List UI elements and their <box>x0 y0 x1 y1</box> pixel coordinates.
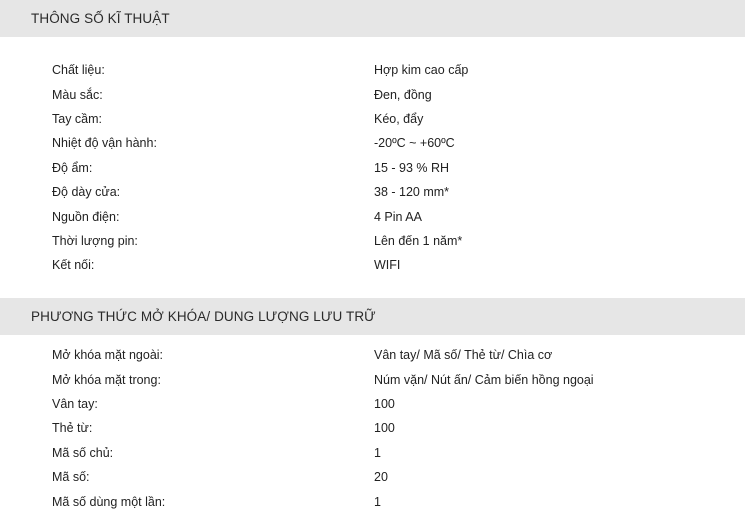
unlock-list <box>52 343 712 514</box>
spec-value: Vân tay/ Mã số/ Thẻ từ/ Chìa cơ <box>374 348 553 363</box>
spec-row-cards <box>52 416 712 440</box>
spec-value: 1 <box>374 494 381 509</box>
spec-value: Lên đến 1 năm* <box>374 233 463 248</box>
spec-row-codes <box>52 465 712 489</box>
spec-value: 38 - 120 mm* <box>374 185 450 200</box>
spec-label: Chất liệu: <box>52 63 105 78</box>
spec-label: Nguồn điện: <box>52 209 120 224</box>
section-title-unlock-methods: PHƯƠNG THỨC MỞ KHÓA/ DUNG LƯỢNG LƯU TRỮ <box>0 298 745 335</box>
spec-value: 4 Pin AA <box>374 209 422 224</box>
spec-value: Hợp kim cao cấp <box>374 63 469 78</box>
spec-row-door-thickness <box>52 180 712 204</box>
spec-row-power-source <box>52 204 712 228</box>
spec-label: Thời lượng pin: <box>52 233 138 248</box>
spec-row-outside-unlock <box>52 343 712 367</box>
spec-row-handle <box>52 107 712 131</box>
spec-row-operating-temperature <box>52 131 712 155</box>
spec-label: Mã số: <box>52 470 90 485</box>
spec-row-color <box>52 82 712 106</box>
spec-row-connectivity <box>52 253 712 277</box>
spec-label: Tay cầm: <box>52 111 103 126</box>
section-title-specs: THÔNG SỐ KĨ THUẬT <box>0 0 745 37</box>
spec-value: WIFI <box>374 258 401 273</box>
spec-row-master-codes <box>52 441 712 465</box>
spec-list <box>52 58 712 278</box>
spec-label: Nhiệt độ vận hành: <box>52 136 157 151</box>
spec-value: 100 <box>374 396 395 411</box>
spec-value: 15 - 93 % RH <box>374 160 450 175</box>
spec-label: Mã số chủ: <box>52 445 114 460</box>
spec-row-inside-unlock <box>52 367 712 391</box>
spec-label: Thẻ từ: <box>52 421 93 436</box>
spec-row-battery-life <box>52 229 712 253</box>
spec-value: 100 <box>374 421 395 436</box>
spec-label: Mở khóa mặt trong: <box>52 372 161 387</box>
spec-label: Vân tay: <box>52 396 98 411</box>
spec-row-fingerprints <box>52 392 712 416</box>
spec-value: Kéo, đẩy <box>374 111 424 126</box>
spec-row-one-time-codes <box>52 489 712 513</box>
spec-row-material <box>52 58 712 82</box>
spec-label: Màu sắc: <box>52 87 103 102</box>
spec-label: Kết nối: <box>52 258 95 273</box>
spec-value: -20ºC ~ +60ºC <box>374 136 455 151</box>
spec-value: 20 <box>374 470 388 485</box>
spec-label: Mã số dùng một lần: <box>52 494 166 509</box>
spec-row-humidity <box>52 156 712 180</box>
spec-value: Đen, đồng <box>374 87 432 102</box>
spec-value: 1 <box>374 445 381 460</box>
spec-label: Độ ẩm: <box>52 160 93 175</box>
spec-label: Mở khóa mặt ngoài: <box>52 348 164 363</box>
spec-value: Núm vặn/ Nút ấn/ Cảm biến hồng ngoại <box>374 372 594 387</box>
spec-label: Độ dày cửa: <box>52 185 121 200</box>
